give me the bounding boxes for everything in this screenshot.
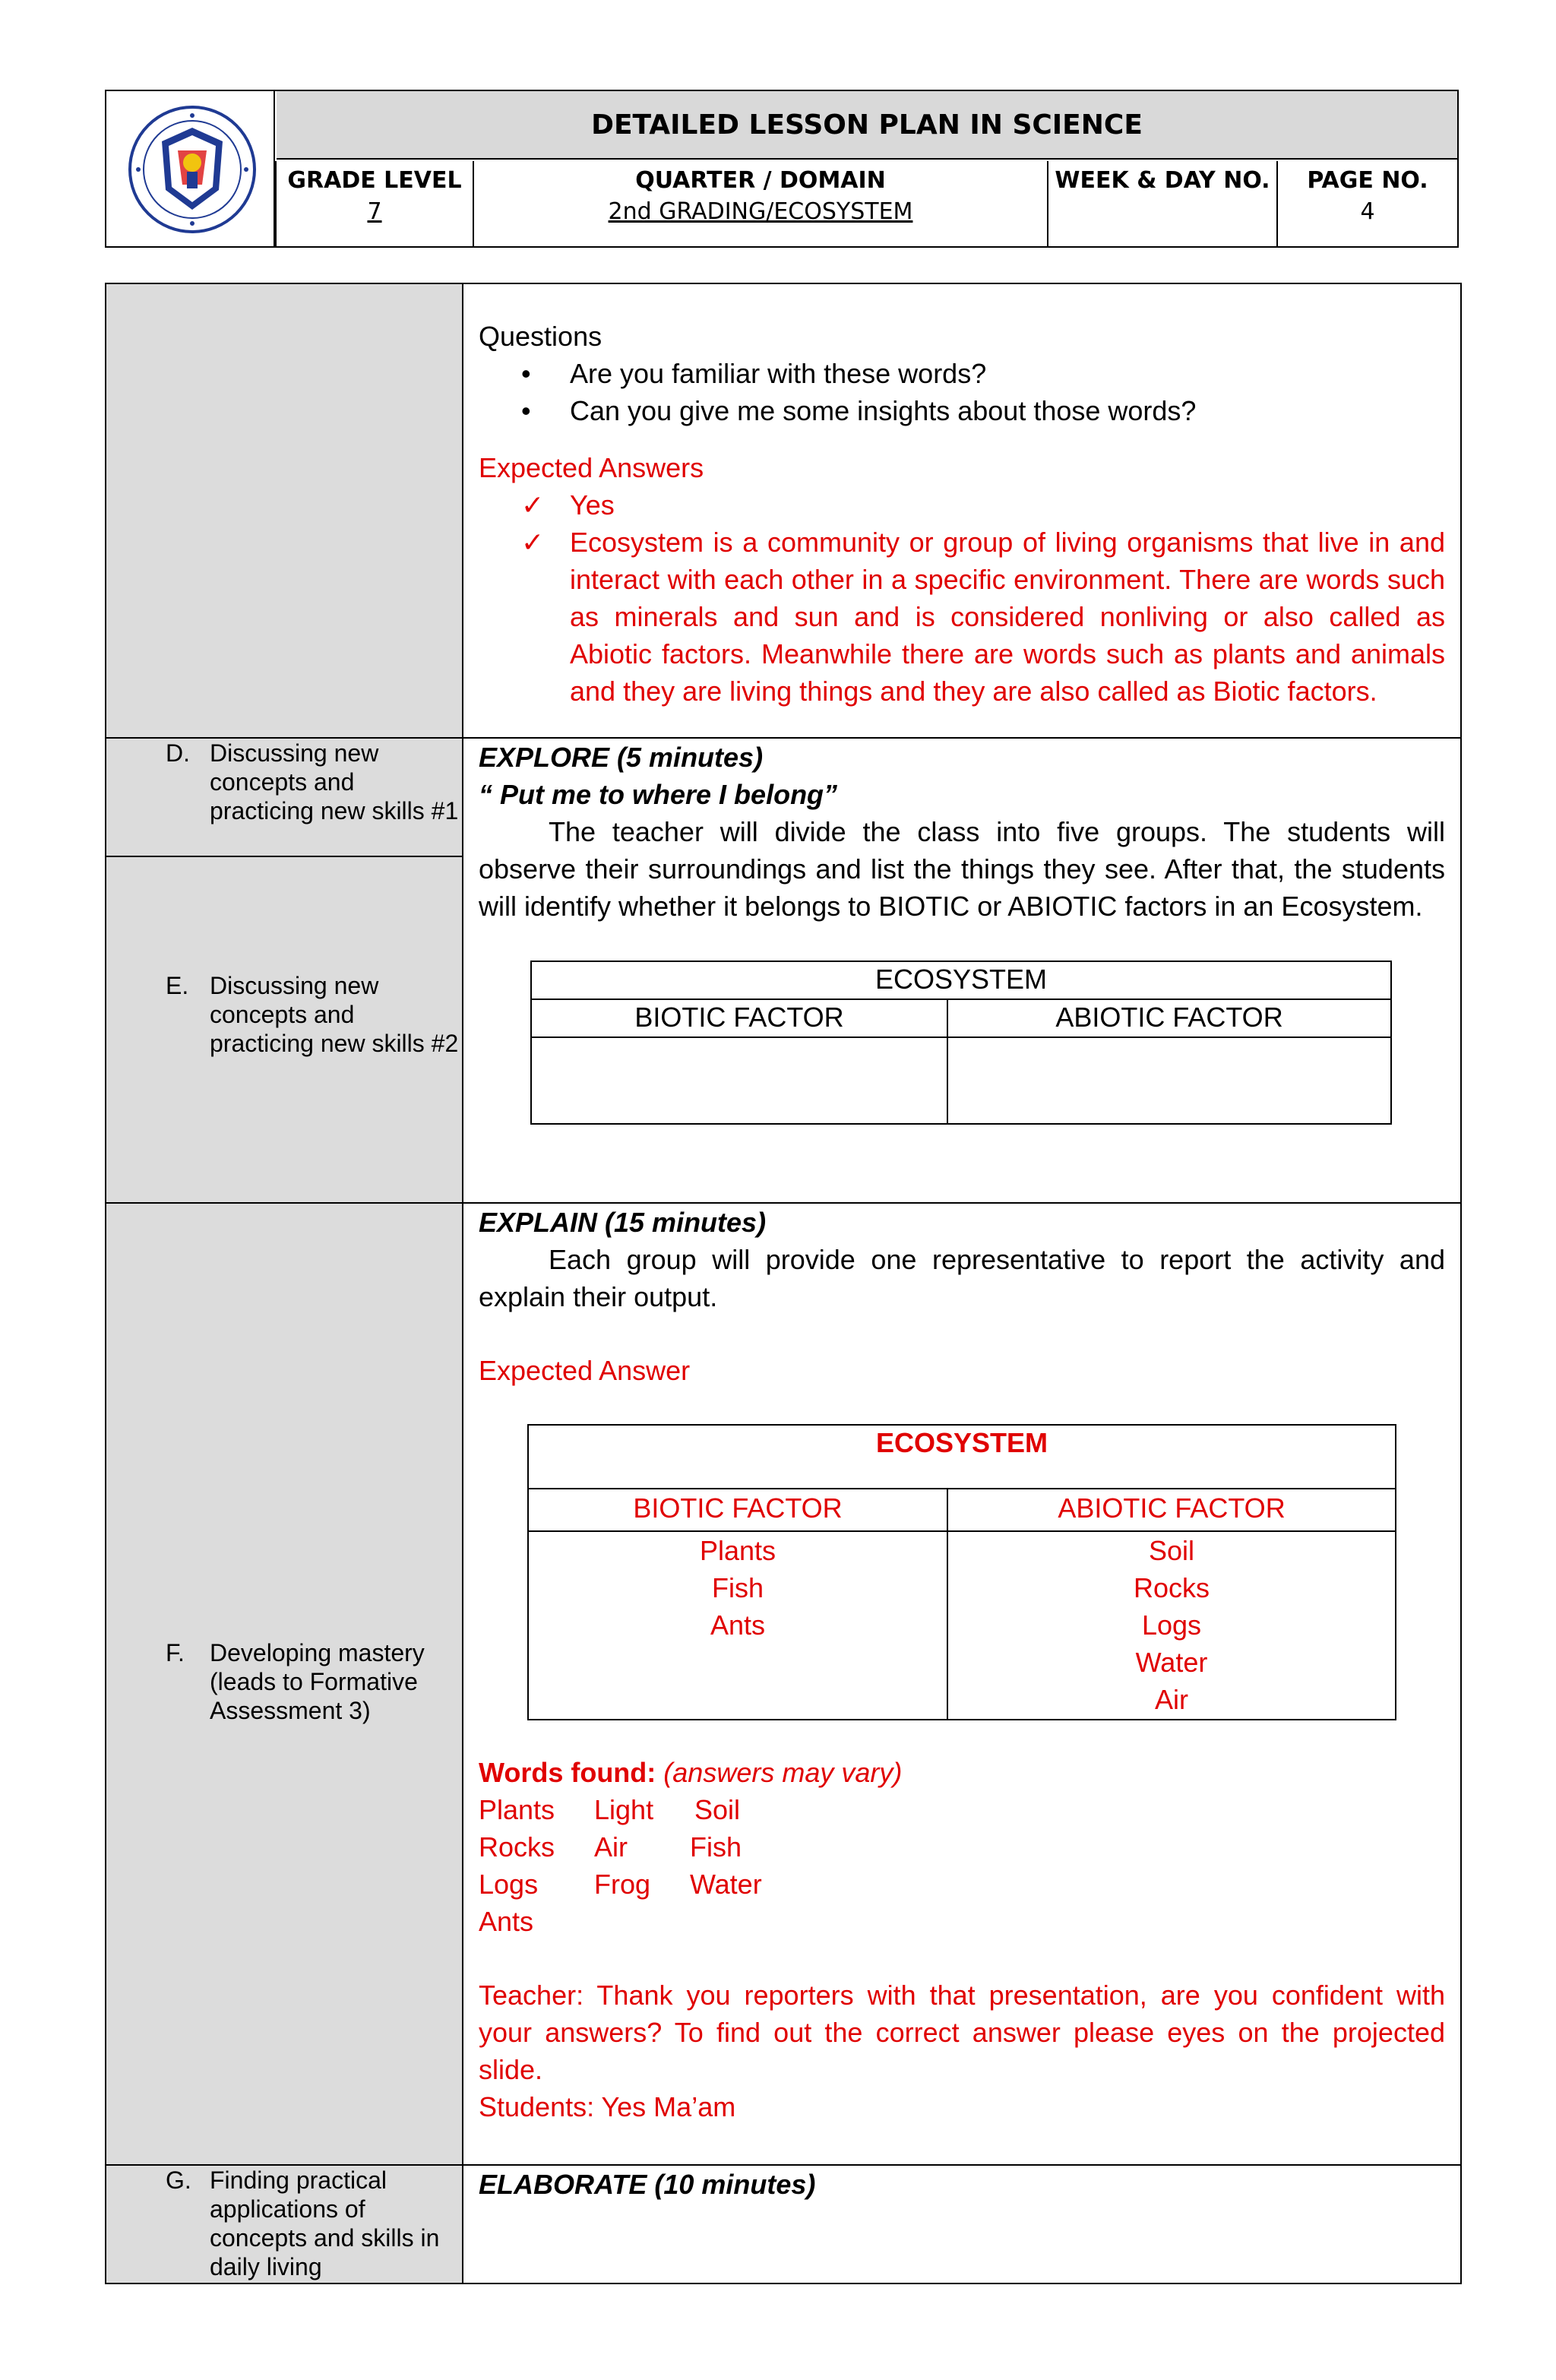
bullet-icon: • <box>521 395 531 426</box>
activity-title: “ Put me to where I belong” <box>479 779 838 810</box>
words-found-note: (answers may vary) <box>663 1757 903 1788</box>
section-label-text: Developing mastery (leads to Formative Assessment 3) <box>210 1639 425 1724</box>
grade-level-value: 7 <box>367 198 382 225</box>
checkmark-icon: ✓ <box>521 527 545 558</box>
abiotic-item: Air <box>1155 1684 1188 1715</box>
explain-heading: EXPLAIN (15 minutes) <box>479 1207 767 1238</box>
word: Frog <box>594 1869 651 1900</box>
header-table <box>105 90 1459 248</box>
abiotic-header: ABIOTIC FACTOR <box>947 999 1391 1037</box>
grade-level-cell <box>275 161 473 246</box>
word: Water <box>690 1869 762 1900</box>
answer-item: ✓ Ecosystem is a community or group of living organisms that live in and interact with each other in a specific environment. There are words such as minerals and sun and is considered nonliving or also called as Abiotic factors. Meanwhile there are words such as plants and animals and they are living things and they are also called as Biotic factors. <box>479 524 1445 710</box>
ecosystem-blank-table <box>530 961 1392 1125</box>
abiotic-answer-cell[interactable] <box>947 1037 1391 1124</box>
page-label: PAGE NO. <box>1307 167 1428 194</box>
deped-seal-icon <box>128 105 257 234</box>
word: Plants <box>479 1794 555 1825</box>
students-line: Students: Yes Ma’am <box>479 2091 736 2122</box>
word: Air <box>594 1831 628 1863</box>
logo-cell <box>106 91 275 246</box>
table-title: ECOSYSTEM <box>531 961 1391 999</box>
section-letter: D. <box>166 739 190 767</box>
week-label: WEEK & DAY NO. <box>1055 167 1270 194</box>
quarter-label: QUARTER / DOMAIN <box>635 167 886 194</box>
page-no-cell <box>1276 161 1457 246</box>
answer-item: ✓ Yes <box>479 486 1445 524</box>
section-label-text: Finding practical applications of concepts and skills in daily living <box>210 2166 440 2280</box>
section-label-text: Discussing new concepts and practicing new skills #2 <box>210 972 459 1057</box>
biotic-item: Ants <box>710 1609 766 1641</box>
quarter-domain-cell <box>473 161 1047 246</box>
biotic-item: Fish <box>711 1572 764 1603</box>
words-found-line <box>479 1754 1445 1791</box>
abiotic-header: ABIOTIC FACTOR <box>947 1489 1396 1531</box>
row-divider <box>106 856 463 857</box>
explain-paragraph: Each group will provide one representative to report the activity and explain their output. <box>479 1244 1445 1312</box>
abiotic-list-cell <box>947 1531 1396 1720</box>
week-day-cell <box>1047 161 1276 246</box>
lesson-plan-title: DETAILED LESSON PLAN IN SCIENCE <box>277 91 1457 160</box>
biotic-answer-cell[interactable] <box>531 1037 947 1124</box>
section-d-content <box>479 739 1445 925</box>
word: Fish <box>690 1831 742 1863</box>
quarter-value: 2nd GRADING/ECOSYSTEM <box>608 198 913 225</box>
abiotic-item: Logs <box>1141 1609 1202 1641</box>
expected-answers-heading: Expected Answers <box>479 452 704 483</box>
explore-paragraph: The teacher will divide the class into five groups. The students will observe their surroundings and list the things they see. After that, the students will identify whether it belongs to BIOTIC or ABIOTIC factors in an Ecosystem. <box>479 816 1445 922</box>
word: Rocks <box>479 1831 555 1863</box>
table-title: ECOSYSTEM <box>528 1425 1396 1489</box>
section-f-content <box>479 1204 1445 1389</box>
abiotic-item: Rocks <box>1133 1572 1210 1603</box>
grade-level-label: GRADE LEVEL <box>287 167 462 194</box>
section-c-content <box>479 318 1445 710</box>
questions-heading: Questions <box>479 321 602 352</box>
question-item: • Can you give me some insights about those words? <box>479 392 1445 429</box>
ecosystem-answer-table <box>527 1424 1396 1720</box>
bullet-icon: • <box>521 358 531 389</box>
expected-answer-heading: Expected Answer <box>479 1355 691 1386</box>
explore-heading: EXPLORE (5 minutes) <box>479 742 764 773</box>
words-grid <box>479 1791 1445 1940</box>
question-item: • Are you familiar with these words? <box>479 355 1445 392</box>
biotic-header: BIOTIC FACTOR <box>528 1489 947 1531</box>
abiotic-item: Soil <box>1148 1535 1195 1566</box>
biotic-item: Plants <box>699 1535 776 1566</box>
words-found-block <box>479 1754 1445 2125</box>
checkmark-icon: ✓ <box>521 489 545 521</box>
words-found-label: Words found: <box>479 1757 656 1788</box>
section-g-content <box>479 2166 1445 2203</box>
word: Logs <box>479 1869 539 1900</box>
word: Ants <box>479 1906 534 1937</box>
label-column <box>106 284 463 2283</box>
word: Soil <box>694 1794 741 1825</box>
page-value: 4 <box>1360 198 1375 225</box>
section-label-text: Discussing new concepts and practicing new skills #1 <box>210 739 459 824</box>
elaborate-heading: ELABORATE (10 minutes) <box>479 2169 816 2200</box>
teacher-line: Teacher: Thank you reporters with that presentation, are you confident with your answers? To find out the correct answer please eyes on the projected slide. <box>479 1980 1445 2085</box>
biotic-list-cell <box>528 1531 947 1720</box>
abiotic-item: Water <box>1135 1647 1208 1678</box>
lesson-body-table <box>105 283 1462 2284</box>
section-letter: F. <box>166 1639 185 1666</box>
section-letter: E. <box>166 972 189 999</box>
word: Light <box>594 1794 654 1825</box>
section-letter: G. <box>166 2166 191 2194</box>
biotic-header: BIOTIC FACTOR <box>531 999 947 1037</box>
